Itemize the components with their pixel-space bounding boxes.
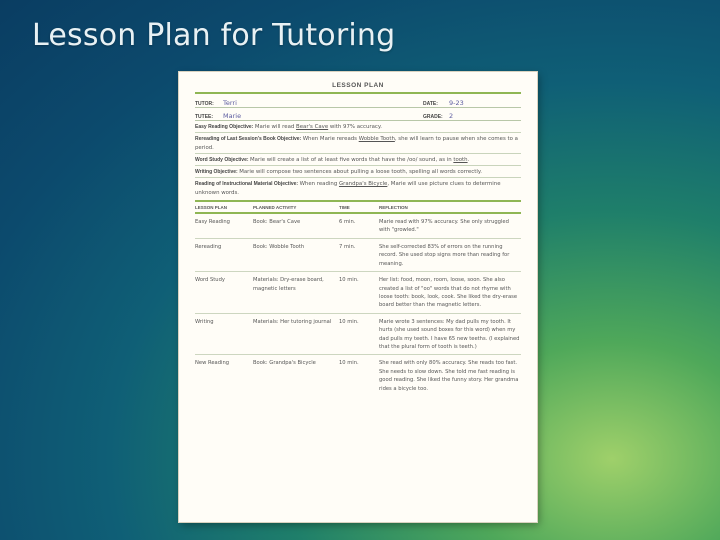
table-row xyxy=(195,238,521,271)
objective-label: Writing Objective: xyxy=(195,169,238,176)
cell-time: 7 min. xyxy=(339,243,356,250)
cell-reflection: She self-corrected 83% of errors on the running record. She used stop signs more than reading for meaning. xyxy=(379,243,510,267)
objective-writing xyxy=(195,166,521,178)
tutor-value: Terri xyxy=(223,99,237,107)
objective-label: Word Study Objective: xyxy=(195,156,249,163)
tutee-row xyxy=(195,108,521,120)
cell-plan: Rereading xyxy=(195,243,222,250)
cell-reflection: Marie wrote 3 sentences: My dad pulls my tooth. It hurts (she used sound boxes for this word) when my dad pulls my teeth. I have 65 new teeths. (I explained that the plural form of tooth is teeth.) xyxy=(379,318,520,350)
objective-rereading xyxy=(195,133,521,154)
objective-book: Wobble Tooth xyxy=(358,136,395,143)
cell-activity: Materials: Her tutoring journal xyxy=(253,318,332,325)
document-content xyxy=(195,82,521,396)
cell-plan: Writing xyxy=(195,318,214,325)
objective-book: Grandpa's Bicycle xyxy=(338,181,388,188)
col-header-time: TIME xyxy=(339,205,350,211)
tutor-label: TUTOR: xyxy=(195,101,214,107)
objective-text: Marie will read xyxy=(254,124,297,130)
objective-text: When reading xyxy=(299,181,339,188)
cell-activity: Book: Grandpa's Bicycle xyxy=(253,360,316,367)
objective-label: Reading of Instructional Material Objective: xyxy=(195,181,299,188)
date-value: 9-23 xyxy=(449,99,464,107)
cell-time: 10 min. xyxy=(339,360,359,367)
objective-book: tooth xyxy=(453,156,468,163)
objective-text: Marie will compose two sentences about pulling a loose tooth, spelling all words correctly. xyxy=(239,169,482,176)
grade-value: 2 xyxy=(449,112,454,120)
objective-word-study xyxy=(195,154,521,166)
table-row xyxy=(195,313,521,355)
slide-title: Lesson Plan for Tutoring xyxy=(32,18,396,53)
objective-text: , she will learn to pause when she comes to a period. xyxy=(195,136,518,151)
tutee-label: TUTEE: xyxy=(195,114,214,120)
document-heading: LESSON PLAN xyxy=(332,82,384,89)
cell-plan: New Reading xyxy=(195,360,230,367)
col-header-lesson-plan: LESSON PLAN xyxy=(195,205,228,211)
cell-activity: Materials: Dry-erase board, magnetic letters xyxy=(253,277,324,292)
table-header xyxy=(195,202,521,212)
cell-reflection: Marie read with 97% accuracy. She only struggled with "growled." xyxy=(379,219,509,234)
objective-text: , Marie will use picture clues to determine unknown words. xyxy=(195,181,501,196)
cell-time: 6 min. xyxy=(339,219,356,226)
objective-label: Easy Reading Objective: xyxy=(195,124,254,130)
objective-instructional-reading xyxy=(195,178,521,198)
objective-text: with 97% accuracy. xyxy=(328,124,382,130)
cell-activity: Book: Wobble Tooth xyxy=(253,243,305,250)
objective-text: When Marie rereads xyxy=(302,136,359,143)
objective-easy-reading xyxy=(195,121,521,133)
cell-plan: Word Study xyxy=(195,277,225,284)
tutee-value: Marie xyxy=(223,112,242,120)
grade-label: GRADE: xyxy=(423,114,443,120)
cell-activity: Book: Bear's Cave xyxy=(253,219,301,226)
table-row xyxy=(195,214,521,238)
table-row xyxy=(195,271,521,313)
objective-text: Marie will create a list of at least five words that have the /oo/ sound, as in xyxy=(250,156,454,163)
date-label: DATE: xyxy=(423,101,438,107)
col-header-reflection: REFLECTION xyxy=(379,205,408,211)
cell-time: 10 min. xyxy=(339,277,359,284)
col-header-planned-activity: PLANNED ACTIVITY xyxy=(253,205,297,211)
cell-time: 10 min. xyxy=(339,318,359,325)
cell-reflection: She read with only 80% accuracy. She reads too fast. She needs to slow down. She told me fast reading is good reading. She liked the funny story. Her grandma rides a bicycle too. xyxy=(379,360,519,392)
lesson-plan-document xyxy=(179,72,537,522)
table-row xyxy=(195,354,521,396)
cell-plan: Easy Reading xyxy=(195,219,230,226)
objective-book: Bear's Cave xyxy=(296,124,329,130)
objective-text: . xyxy=(467,156,470,163)
cell-reflection: Her list: food, moon, room, loose, soon. She also created a list of "oo" words that do not rhyme with loose tooth: book, look, cook. She liked the dry-erase board better than the magnetic letters. xyxy=(379,277,518,309)
tutor-row xyxy=(195,94,521,107)
objective-label: Rereading of Last Session's Book Objective: xyxy=(195,136,302,143)
